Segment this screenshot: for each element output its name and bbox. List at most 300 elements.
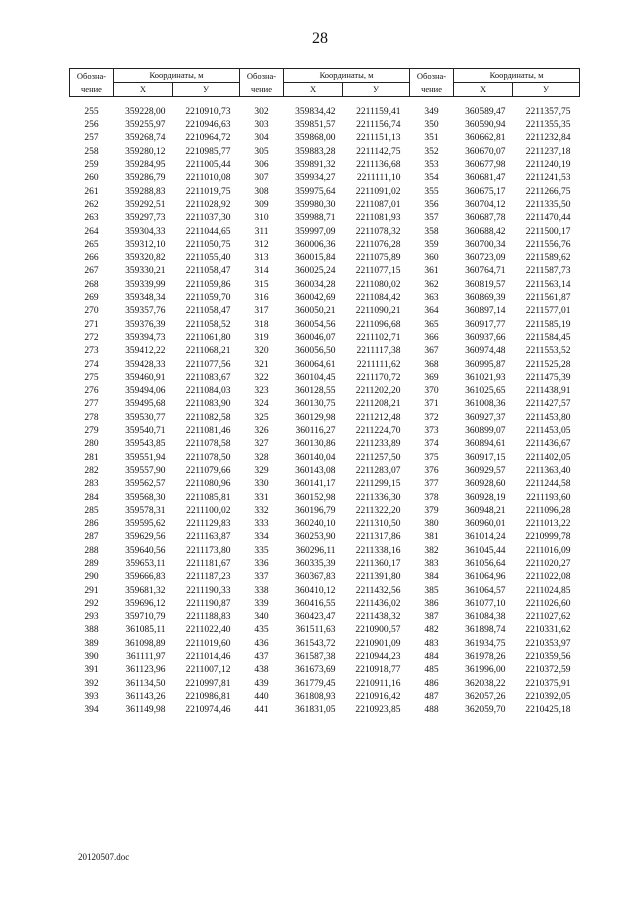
x-coordinate: 359460,91 <box>125 372 166 383</box>
table-row <box>70 598 580 611</box>
y-coordinate: 2211102,71 <box>356 332 401 343</box>
x-coordinate: 359557,90 <box>125 465 166 476</box>
x-coordinate: 362057,26 <box>465 691 506 702</box>
point-id: 291 <box>84 585 99 596</box>
x-coordinate: 359330,21 <box>125 266 166 277</box>
point-id: 318 <box>254 319 269 330</box>
y-coordinate: 2211083,90 <box>185 399 231 410</box>
y-coordinate: 2211028,92 <box>185 199 231 210</box>
point-id: 265 <box>84 239 99 250</box>
y-coordinate: 2211081,93 <box>355 213 401 224</box>
point-id: 369 <box>424 372 439 383</box>
y-coordinate: 2211096,68 <box>355 319 401 330</box>
x-coordinate: 359891,32 <box>295 160 336 171</box>
point-id: 357 <box>424 213 439 224</box>
point-id: 258 <box>84 146 99 157</box>
table-row <box>70 425 580 438</box>
x-coordinate: 361134,50 <box>125 678 166 689</box>
x-coordinate: 360700,34 <box>465 239 506 250</box>
y-coordinate: 2211078,32 <box>355 226 401 237</box>
y-coordinate: 2211208,21 <box>355 399 401 410</box>
y-coordinate: 2211080,96 <box>185 479 231 490</box>
y-coordinate: 2211026,60 <box>525 598 571 609</box>
y-coordinate: 2211091,02 <box>355 186 401 197</box>
header-x: X <box>114 83 173 97</box>
y-coordinate: 2211020,27 <box>525 558 571 569</box>
y-coordinate: 2211310,50 <box>355 519 401 530</box>
y-coordinate: 2211079,66 <box>185 465 231 476</box>
y-coordinate: 2211082,58 <box>185 412 231 423</box>
x-coordinate: 360995,87 <box>465 359 506 370</box>
x-coordinate: 359666,83 <box>125 572 166 583</box>
y-coordinate: 2211010,08 <box>185 173 231 184</box>
x-coordinate: 361064,96 <box>465 572 506 583</box>
x-coordinate: 360140,04 <box>295 452 336 463</box>
x-coordinate: 360152,98 <box>295 492 336 503</box>
point-id: 315 <box>254 279 269 290</box>
point-id: 267 <box>84 266 99 277</box>
point-id: 436 <box>254 638 269 649</box>
point-id: 366 <box>424 332 439 343</box>
table-row <box>70 505 580 518</box>
x-coordinate: 362038,22 <box>465 678 506 689</box>
x-coordinate: 359284,95 <box>125 160 166 171</box>
x-coordinate: 359988,71 <box>295 213 336 224</box>
x-coordinate: 359834,42 <box>295 106 336 117</box>
y-coordinate: 2211100,02 <box>186 505 231 516</box>
y-coordinate: 2211059,70 <box>185 293 231 304</box>
x-coordinate: 360367,83 <box>295 572 336 583</box>
x-coordinate: 360974,48 <box>465 346 506 357</box>
point-id: 326 <box>254 426 269 437</box>
y-coordinate: 2211078,50 <box>185 452 231 463</box>
y-coordinate: 2211068,21 <box>185 346 231 357</box>
point-id: 293 <box>84 612 99 623</box>
point-id: 440 <box>254 691 269 702</box>
y-coordinate: 2211090,21 <box>355 306 401 317</box>
y-coordinate: 2211022,08 <box>525 572 571 583</box>
point-id: 263 <box>84 213 99 224</box>
y-coordinate: 2211212,48 <box>355 412 401 423</box>
y-coordinate: 2211181,67 <box>186 558 231 569</box>
x-coordinate: 360723,09 <box>465 253 506 264</box>
point-id: 330 <box>254 479 269 490</box>
y-coordinate: 2210911,16 <box>355 678 401 689</box>
x-coordinate: 360917,15 <box>465 452 506 463</box>
y-coordinate: 2211077,56 <box>185 359 231 370</box>
x-coordinate: 360253,90 <box>295 532 336 543</box>
table-row <box>70 492 580 505</box>
y-coordinate: 2211078,58 <box>185 439 231 450</box>
y-coordinate: 2210997,81 <box>185 678 231 689</box>
x-coordinate: 361045,44 <box>465 545 506 556</box>
point-id: 272 <box>84 332 99 343</box>
x-coordinate: 359494,06 <box>125 386 166 397</box>
y-coordinate: 2211111,10 <box>356 173 401 184</box>
y-coordinate: 2211058,47 <box>185 266 231 277</box>
y-coordinate: 2211232,84 <box>525 133 571 144</box>
table-row <box>70 305 580 318</box>
point-id: 370 <box>424 386 439 397</box>
y-coordinate: 2211317,86 <box>355 532 401 543</box>
point-id: 340 <box>254 612 269 623</box>
x-coordinate: 360687,78 <box>465 213 506 224</box>
table-row <box>70 651 580 664</box>
x-coordinate: 361543,72 <box>295 638 336 649</box>
point-id: 286 <box>84 519 99 530</box>
x-coordinate: 359297,73 <box>125 213 166 224</box>
point-id: 260 <box>84 173 99 184</box>
point-id: 337 <box>254 572 269 583</box>
header-designation: Обозна- <box>70 69 114 83</box>
y-coordinate: 2211193,60 <box>526 492 571 503</box>
y-coordinate: 2211589,62 <box>525 253 571 264</box>
x-coordinate: 359543,85 <box>125 439 166 450</box>
y-coordinate: 2211058,47 <box>185 306 231 317</box>
point-id: 380 <box>424 519 439 530</box>
point-id: 329 <box>254 465 269 476</box>
y-coordinate: 2210375,91 <box>525 678 571 689</box>
table-row <box>70 319 580 332</box>
header-coordinates: Координаты, м <box>114 69 240 83</box>
table-row <box>70 292 580 305</box>
x-coordinate: 361934,75 <box>465 638 506 649</box>
point-id: 312 <box>254 239 269 250</box>
x-coordinate: 361149,98 <box>125 705 166 716</box>
y-coordinate: 2211357,75 <box>525 106 571 117</box>
point-id: 387 <box>424 612 439 623</box>
point-id: 290 <box>84 572 99 583</box>
point-id: 276 <box>84 386 99 397</box>
point-id: 384 <box>424 572 439 583</box>
y-coordinate: 2211111,62 <box>356 359 401 370</box>
y-coordinate: 2211159,41 <box>356 106 401 117</box>
x-coordinate: 360423,47 <box>295 612 336 623</box>
y-coordinate: 2210916,42 <box>355 691 401 702</box>
x-coordinate: 360050,21 <box>295 306 336 317</box>
table-row <box>70 97 580 120</box>
y-coordinate: 2210946,63 <box>185 120 231 131</box>
point-id: 362 <box>424 279 439 290</box>
x-coordinate: 360056,50 <box>295 346 336 357</box>
x-coordinate: 359280,12 <box>125 146 166 157</box>
point-id: 274 <box>84 359 99 370</box>
y-coordinate: 2211188,83 <box>186 612 231 623</box>
point-id: 355 <box>424 186 439 197</box>
x-coordinate: 360410,12 <box>295 585 336 596</box>
table-row <box>70 266 580 279</box>
point-id: 371 <box>424 399 439 410</box>
x-coordinate: 360015,84 <box>295 253 336 264</box>
point-id: 307 <box>254 173 269 184</box>
y-coordinate: 2211436,02 <box>355 598 401 609</box>
table-row <box>70 478 580 491</box>
point-id: 334 <box>254 532 269 543</box>
y-coordinate: 2211587,73 <box>525 266 571 277</box>
x-coordinate: 359394,73 <box>125 332 166 343</box>
x-coordinate: 360927,37 <box>465 412 506 423</box>
y-coordinate: 2210923,85 <box>355 705 401 716</box>
point-id: 365 <box>424 319 439 330</box>
point-id: 310 <box>254 213 269 224</box>
x-coordinate: 361808,93 <box>295 691 336 702</box>
x-coordinate: 359357,76 <box>125 306 166 317</box>
y-coordinate: 2211338,16 <box>355 545 401 556</box>
point-id: 279 <box>84 426 99 437</box>
y-coordinate: 2211061,80 <box>185 332 231 343</box>
point-id: 374 <box>424 439 439 450</box>
point-id: 268 <box>84 279 99 290</box>
header-x: X <box>284 83 343 97</box>
point-id: 283 <box>84 479 99 490</box>
coordinates-body <box>70 97 580 718</box>
point-id: 363 <box>424 293 439 304</box>
point-id: 364 <box>424 306 439 317</box>
y-coordinate: 2211553,52 <box>525 346 571 357</box>
table-row <box>70 664 580 677</box>
x-coordinate: 359975,64 <box>295 186 336 197</box>
y-coordinate: 2211076,28 <box>355 239 401 250</box>
point-id: 393 <box>84 691 99 702</box>
point-id: 488 <box>424 705 439 716</box>
point-id: 275 <box>84 372 99 383</box>
y-coordinate: 2211355,35 <box>525 120 571 131</box>
point-id: 377 <box>424 479 439 490</box>
x-coordinate: 360130,86 <box>295 439 336 450</box>
header-designation: Обозна- <box>240 69 284 83</box>
point-id: 394 <box>84 705 99 716</box>
x-coordinate: 359376,39 <box>125 319 166 330</box>
y-coordinate: 2211019,60 <box>185 638 231 649</box>
y-coordinate: 2211584,45 <box>525 332 571 343</box>
x-coordinate: 360143,08 <box>295 465 336 476</box>
point-id: 368 <box>424 359 439 370</box>
table-row <box>70 452 580 465</box>
point-id: 309 <box>254 199 269 210</box>
point-id: 273 <box>84 346 99 357</box>
point-id: 306 <box>254 160 269 171</box>
point-id: 378 <box>424 492 439 503</box>
point-id: 361 <box>424 266 439 277</box>
x-coordinate: 359312,10 <box>125 239 166 250</box>
point-id: 269 <box>84 293 99 304</box>
y-coordinate: 2211190,33 <box>186 585 231 596</box>
x-coordinate: 360899,07 <box>465 426 506 437</box>
y-coordinate: 2211014,46 <box>185 652 231 663</box>
point-id: 356 <box>424 199 439 210</box>
point-id: 386 <box>424 598 439 609</box>
point-id: 388 <box>84 625 99 636</box>
y-coordinate: 2211024,85 <box>525 585 571 596</box>
y-coordinate: 2211005,44 <box>185 160 231 171</box>
point-id: 322 <box>254 372 269 383</box>
y-coordinate: 2211244,58 <box>525 479 571 490</box>
x-coordinate: 360960,01 <box>465 519 506 530</box>
y-coordinate: 2211266,75 <box>525 186 571 197</box>
y-coordinate: 2211363,40 <box>525 465 571 476</box>
y-coordinate: 2211084,03 <box>185 386 231 397</box>
header-x: X <box>454 83 513 97</box>
point-id: 358 <box>424 226 439 237</box>
x-coordinate: 360130,75 <box>295 399 336 410</box>
y-coordinate: 2211044,65 <box>185 226 231 237</box>
point-id: 486 <box>424 678 439 689</box>
x-coordinate: 360042,69 <box>295 293 336 304</box>
x-coordinate: 359348,34 <box>125 293 166 304</box>
point-id: 287 <box>84 532 99 543</box>
x-coordinate: 360104,45 <box>295 372 336 383</box>
point-id: 487 <box>424 691 439 702</box>
table-row <box>70 372 580 385</box>
x-coordinate: 359868,00 <box>295 133 336 144</box>
x-coordinate: 361978,26 <box>465 652 506 663</box>
point-id: 332 <box>254 505 269 516</box>
y-coordinate: 2211233,89 <box>355 439 401 450</box>
header-y: У <box>343 83 410 97</box>
x-coordinate: 359530,77 <box>125 412 166 423</box>
point-id: 382 <box>424 545 439 556</box>
y-coordinate: 2211087,01 <box>355 199 401 210</box>
point-id: 255 <box>84 106 99 117</box>
point-id: 483 <box>424 638 439 649</box>
x-coordinate: 361056,64 <box>465 558 506 569</box>
y-coordinate: 2211427,57 <box>525 399 571 410</box>
point-id: 354 <box>424 173 439 184</box>
point-id: 336 <box>254 558 269 569</box>
y-coordinate: 2211170,72 <box>356 372 401 383</box>
y-coordinate: 2211525,28 <box>525 359 571 370</box>
point-id: 271 <box>84 319 99 330</box>
point-id: 360 <box>424 253 439 264</box>
header-row-bottom <box>70 83 580 97</box>
point-id: 280 <box>84 439 99 450</box>
point-id: 350 <box>424 120 439 131</box>
y-coordinate: 2211156,74 <box>356 120 401 131</box>
x-coordinate: 361143,26 <box>125 691 166 702</box>
table-row <box>70 678 580 691</box>
point-id: 284 <box>84 492 99 503</box>
table-row <box>70 399 580 412</box>
x-coordinate: 359540,71 <box>125 426 166 437</box>
point-id: 282 <box>84 465 99 476</box>
table-row <box>70 558 580 571</box>
y-coordinate: 2211475,39 <box>525 372 571 383</box>
point-id: 367 <box>424 346 439 357</box>
point-id: 314 <box>254 266 269 277</box>
y-coordinate: 2211075,89 <box>355 253 401 264</box>
table-row <box>70 611 580 624</box>
point-id: 333 <box>254 519 269 530</box>
y-coordinate: 2211224,70 <box>355 426 401 437</box>
x-coordinate: 361021,93 <box>465 372 506 383</box>
point-id: 261 <box>84 186 99 197</box>
table-row <box>70 625 580 638</box>
x-coordinate: 359292,51 <box>125 199 166 210</box>
x-coordinate: 360128,55 <box>295 386 336 397</box>
y-coordinate: 2211202,20 <box>355 386 401 397</box>
y-coordinate: 2211085,81 <box>185 492 231 503</box>
y-coordinate: 2211563,14 <box>525 279 571 290</box>
y-coordinate: 2211436,67 <box>525 439 571 450</box>
point-id: 324 <box>254 399 269 410</box>
y-coordinate: 2210392,05 <box>525 691 571 702</box>
point-id: 304 <box>254 133 269 144</box>
y-coordinate: 2210901,09 <box>355 638 401 649</box>
y-coordinate: 2211058,52 <box>185 319 231 330</box>
y-coordinate: 2210353,97 <box>525 638 571 649</box>
y-coordinate: 2211577,01 <box>525 306 571 317</box>
point-id: 349 <box>424 106 439 117</box>
y-coordinate: 2211257,50 <box>355 452 401 463</box>
x-coordinate: 360590,94 <box>465 120 506 131</box>
x-coordinate: 359997,09 <box>295 226 336 237</box>
x-coordinate: 360819,57 <box>465 279 506 290</box>
y-coordinate: 2211336,30 <box>355 492 401 503</box>
point-id: 385 <box>424 585 439 596</box>
point-id: 335 <box>254 545 269 556</box>
point-id: 313 <box>254 253 269 264</box>
y-coordinate: 2210900,57 <box>355 625 401 636</box>
header-designation-cont: чение <box>410 83 454 97</box>
point-id: 376 <box>424 465 439 476</box>
table-row <box>70 638 580 651</box>
point-id: 381 <box>424 532 439 543</box>
point-id: 437 <box>254 652 269 663</box>
y-coordinate: 2210331,62 <box>525 625 571 636</box>
y-coordinate: 2211136,68 <box>356 160 401 171</box>
x-coordinate: 361064,57 <box>465 585 506 596</box>
point-id: 339 <box>254 598 269 609</box>
x-coordinate: 361996,00 <box>465 665 506 676</box>
x-coordinate: 361779,45 <box>295 678 336 689</box>
y-coordinate: 2210986,81 <box>185 691 231 702</box>
point-id: 390 <box>84 652 99 663</box>
header-designation-cont: чение <box>70 83 114 97</box>
x-coordinate: 360937,66 <box>465 332 506 343</box>
table-row <box>70 412 580 425</box>
y-coordinate: 2211402,05 <box>525 452 571 463</box>
table-row <box>70 465 580 478</box>
y-coordinate: 2211129,83 <box>186 519 231 530</box>
x-coordinate: 361123,96 <box>125 665 166 676</box>
x-coordinate: 359696,12 <box>125 598 166 609</box>
coordinates-table <box>69 68 580 718</box>
point-id: 435 <box>254 625 269 636</box>
point-id: 285 <box>84 505 99 516</box>
x-coordinate: 360894,61 <box>465 439 506 450</box>
x-coordinate: 360034,28 <box>295 279 336 290</box>
point-id: 320 <box>254 346 269 357</box>
point-id: 325 <box>254 412 269 423</box>
x-coordinate: 359980,30 <box>295 199 336 210</box>
x-coordinate: 359640,56 <box>125 545 166 556</box>
y-coordinate: 2210372,59 <box>525 665 571 676</box>
point-id: 321 <box>254 359 269 370</box>
x-coordinate: 359578,31 <box>125 505 166 516</box>
x-coordinate: 359412,22 <box>125 346 166 357</box>
point-id: 327 <box>254 439 269 450</box>
x-coordinate: 361511,63 <box>295 625 336 636</box>
point-id: 482 <box>424 625 439 636</box>
table-row <box>70 585 580 598</box>
y-coordinate: 2210918,77 <box>355 665 401 676</box>
point-id: 256 <box>84 120 99 131</box>
y-coordinate: 2211556,76 <box>525 239 571 250</box>
header-y: У <box>513 83 580 97</box>
y-coordinate: 2211022,40 <box>185 625 231 636</box>
y-coordinate: 2211237,18 <box>525 146 571 157</box>
x-coordinate: 360662,81 <box>465 133 506 144</box>
